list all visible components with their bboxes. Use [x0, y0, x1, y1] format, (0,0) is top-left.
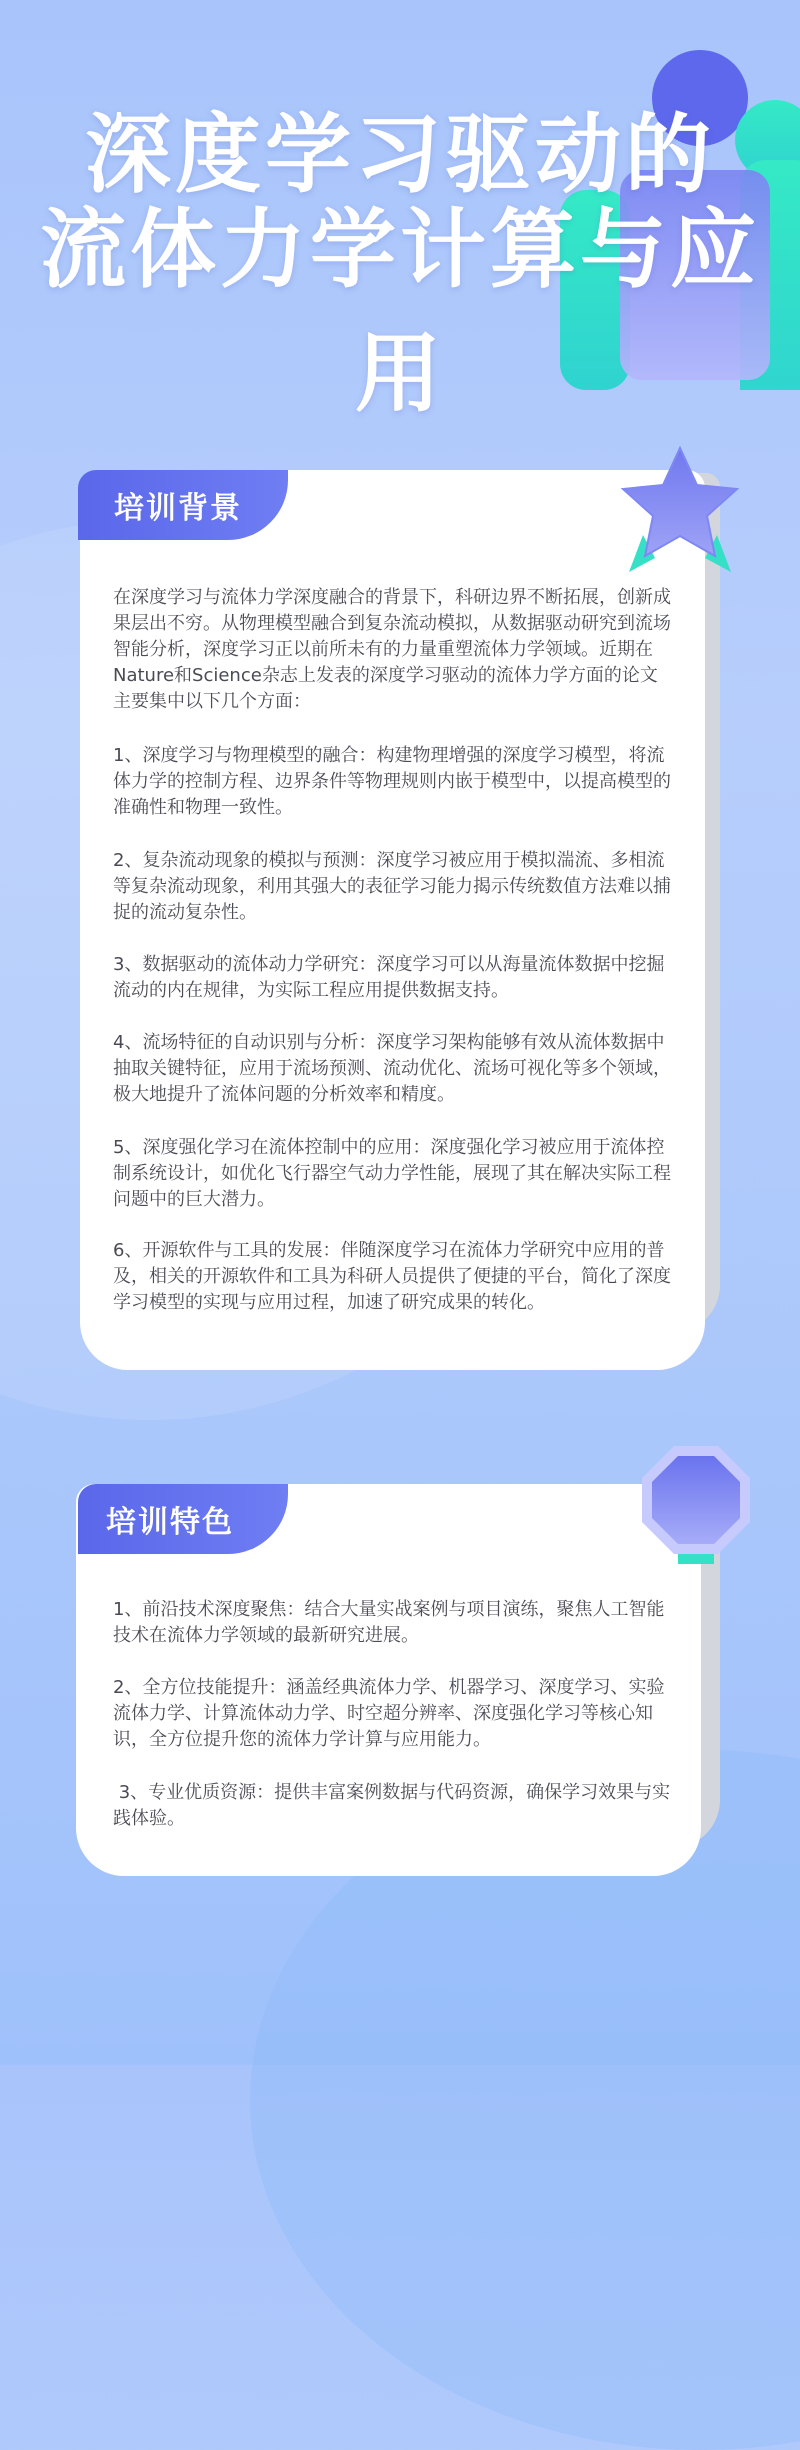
section-2-paragraph: 3、专业优质资源：提供丰富案例数据与代码资源，确保学习效果与实践体验。: [113, 1782, 671, 1829]
section-1-paragraph: 4、流场特征的自动识别与分析：深度学习架构能够有效从流体数据中抽取关键特征，应用于流场预测、流动优化、流场可视化等多个领域，极大地提升了流体问题的分析效率和精度。: [113, 1032, 671, 1105]
section-1-paragraph: 2、复杂流动现象的模拟与预测：深度学习被应用于模拟湍流、多相流等复杂流动现象，利用其强大的表征学习能力揭示传统数值方法难以捕捉的流动复杂性。: [113, 850, 671, 923]
section-2-paragraph: 1、前沿技术深度聚焦：结合大量实战案例与项目演练，聚焦人工智能技术在流体力学领域的最新研究进展。: [113, 1599, 665, 1646]
section-1-paragraph: 在深度学习与流体力学深度融合的背景下，科研边界不断拓展，创新成果层出不穷。从物理模型融合到复杂流动模拟，从数据驱动研究到流场智能分析，深度学习正以前所未有的力量重塑流体力学领域。近期在Nature和Science杂志上发表的深度学习驱动的流体力学方面的论文主要集中以下几个方面：: [113, 587, 671, 712]
page-title-line-2: 流体力学计算与应用: [40, 200, 760, 424]
section-1-paragraph: 3、数据驱动的流体动力学研究：深度学习可以从海量流体数据中挖掘流动的内在规律，为实际工程应用提供数据支持。: [113, 954, 665, 1001]
section-2-paragraph: 2、全方位技能提升：涵盖经典流体力学、机器学习、深度学习、实验流体力学、计算流体动力学、时空超分辨率、深度强化学习等核心知识，全方位提升您的流体力学计算与应用能力。: [113, 1677, 665, 1750]
star-badge-icon: [615, 440, 745, 580]
page-title-line-1: 深度学习驱动的: [85, 105, 715, 205]
section-1-paragraph: 5、深度强化学习在流体控制中的应用：深度强化学习被应用于流体控制系统设计，如优化飞行器空气动力学性能，展现了其在解决实际工程问题中的巨大潜力。: [113, 1137, 671, 1210]
section-tab-background: 培训特色: [78, 1484, 288, 1554]
section-tab-background: 培训背景: [78, 470, 288, 540]
section-1-paragraph: 6、开源软件与工具的发展：伴随深度学习在流体力学研究中应用的普及，相关的开源软件和工具为科研人员提供了便捷的平台，简化了深度学习模型的实现与应用过程，加速了研究成果的转化。: [113, 1240, 671, 1313]
section-1-paragraph: 1、深度学习与物理模型的融合：构建物理增强的深度学习模型，将流体力学的控制方程、边界条件等物理规则内嵌于模型中，以提高模型的准确性和物理一致性。: [113, 745, 671, 818]
octagon-badge-icon: [636, 1440, 756, 1570]
